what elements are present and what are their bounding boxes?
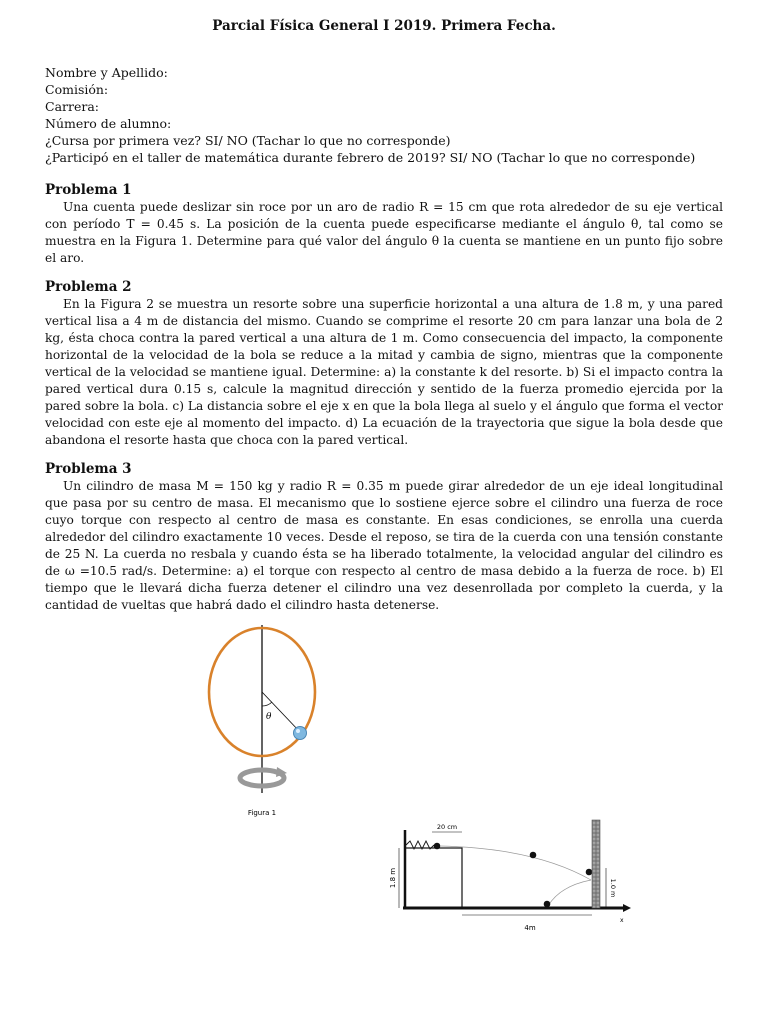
problem-1	[45, 182, 723, 267]
x-axis-arrow	[623, 904, 631, 912]
problem-text: Un cilindro de masa M = 150 kg y radio R = 0.35 m puede girar alrededor de un eje ideal longitudinal que pasa por su centro de masa. El mecanismo que lo sostiene ejerce sobre el cilindro una fuerza de roce cuyo torque con respecto al centro de masa es constante. En esas condiciones, se enrolla una cuerda alrededor del cilindro exactamente 10 veces. Desde el reposo, se tira de la cuerda con una tensión constante de 25 N. La cuerda no resbala y cuando ésta se ha liberado totalmente, la velocidad angular del cilindro es de ω =10.5 rad/s. Determine: a) el torque con respecto al centro de masa debido a la fuerza de roce. b) El tiempo que le llevará dicha fuerza detener el cilindro una vez desenrollada por completo la cuerda, y la cantidad de vueltas que habrá dado el cilindro hasta detenerse.	[45, 479, 723, 612]
bead	[294, 727, 307, 740]
platform	[405, 848, 462, 908]
problem-heading: Problema 1	[45, 182, 132, 198]
student-info	[45, 64, 723, 166]
ball-impact	[586, 869, 593, 876]
theta-label: θ	[266, 712, 272, 722]
problem-heading: Problema 2	[45, 279, 132, 295]
info-student-number: Número de alumno:	[45, 116, 172, 131]
rebound-curve	[548, 880, 591, 906]
exam-title: Parcial Física General I 2019. Primera Fecha.	[212, 18, 556, 34]
problem-heading: Problema 3	[45, 461, 132, 477]
ball-start	[434, 843, 441, 850]
angle-arc	[262, 702, 272, 706]
info-first-time: ¿Cursa por primera vez? SI/ NO (Tachar lo que no corresponde)	[45, 133, 451, 148]
figure-2-trajectory	[385, 818, 640, 936]
trajectory-curve	[440, 846, 591, 880]
figure-1-caption: Figura 1	[247, 809, 277, 817]
height-label: 1.8 m	[389, 867, 397, 889]
problem-3	[45, 461, 723, 614]
right-wall	[592, 820, 600, 908]
problem-text: En la Figura 2 se muestra un resorte sobre una superficie horizontal a una altura de 1.8 m, y una pared vertical lisa a 4 m de distancia del mismo. Cuando se comprime el resorte 20 cm para lanzar una bola de 2 kg, ésta choca contra la pared vertical a una altura de 1 m. Como consecuencia del impacto, la componente horizontal de la velocidad de la bola se reduce a la mitad y cambia de signo, mientras que la componente vertical de la velocidad se mantiene igual. Determine: a) la constante k del resorte. b) Si el impacto contra la pared vertical dura 0.15 s, calcule la magnitud dirección y sentido de la fuerza promedio ejercida por la pared sobre la bola. c) La distancia sobre el eje x en que la bola llega al suelo y el ángulo que forma el vector velocidad con este eje al momento del impacto. d) La ecuación de la trayectoria que sigue la bola desde que abandona el resorte hasta que choca con la pared vertical.	[45, 297, 723, 447]
bead-highlight	[296, 729, 300, 733]
x-axis-label: x	[620, 917, 624, 924]
info-math-workshop: ¿Participó en el taller de matemática durante febrero de 2019? SI/ NO (Tachar lo que no corresponde)	[45, 150, 696, 165]
problem-2	[45, 279, 723, 449]
wall-height-label: 1.0 m	[609, 878, 617, 898]
exam-page	[45, 18, 723, 626]
info-commission: Comisión:	[45, 82, 109, 97]
ball-ground	[544, 901, 551, 908]
distance-label: 4m	[524, 924, 536, 932]
problem-text: Una cuenta puede deslizar sin roce por un aro de radio R = 15 cm que rota alrededor de su eje vertical con período T = 0.45 s. La posición de la cuenta puede especificarse mediante el ángulo θ, tal como se muestra en la Figura 1. Determine para qué valor del ángulo θ la cuenta se mantiene en un punto fijo sobre el aro.	[45, 200, 723, 265]
rotation-arrow-icon	[240, 767, 287, 786]
figure-1-hoop	[195, 615, 330, 820]
spring-label: 20 cm	[436, 823, 458, 831]
ball-mid	[530, 852, 537, 859]
info-name: Nombre y Apellido:	[45, 65, 168, 80]
info-career: Carrera:	[45, 99, 100, 114]
